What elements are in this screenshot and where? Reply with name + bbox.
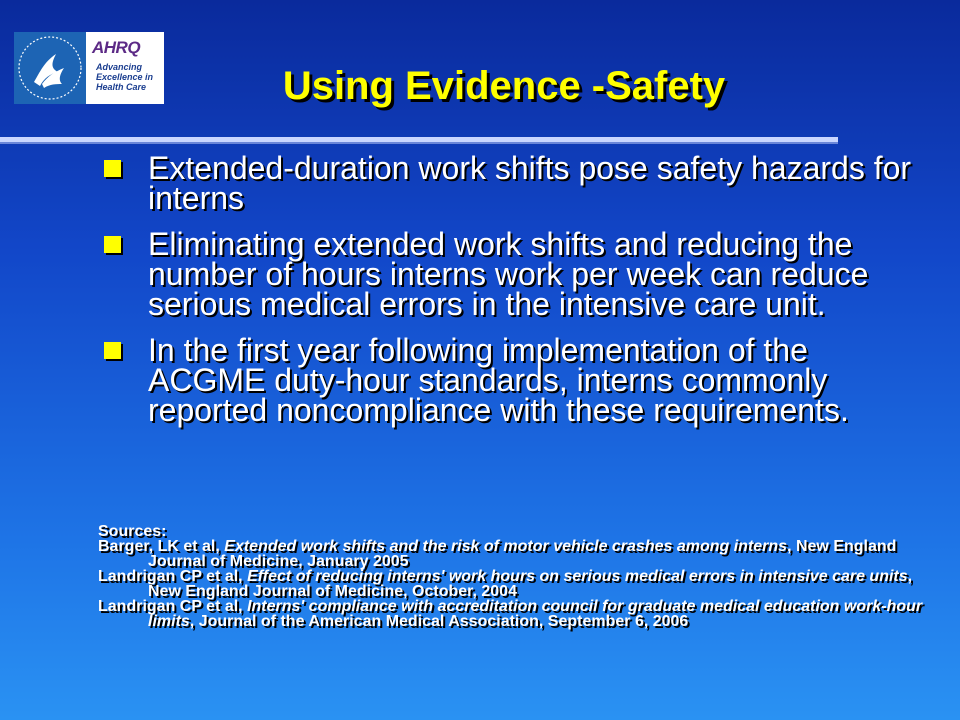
bullet-text: Eliminating extended work shifts and reducing the number of hours interns work per week can reduce serious medical errors in the intensive care unit. [148,226,869,322]
square-bullet-icon [104,342,121,359]
bullet-text: In the first year following implementation of the ACGME duty-hour standards, interns commonly reported noncompliance with these requirements. [148,332,849,428]
bullet-item [104,332,924,428]
ahrq-wordmark: AHRQ [92,38,141,57]
bullet-item [104,226,924,322]
square-bullet-icon [104,160,121,177]
title-divider [0,137,838,142]
slide-title: Using Evidence -Safety [282,64,726,108]
bullet-text: Extended-duration work shifts pose safety hazards for interns [148,150,912,216]
square-bullet-icon [104,236,121,253]
sources-label: Sources: [98,523,167,540]
reference-item: Landrigan CP et al, Effect of reducing interns' work hours on serious medical errors in intensive care units, New England Journal of Medicine, October, 2004 [98,568,913,600]
bullet-item [104,150,924,216]
bullet-list [104,150,924,441]
reference-item: Landrigan CP et al, Interns' compliance with accreditation council for graduate medical education work-hour limits, Journal of the American Medical Association, September 6, 2006 [98,598,923,630]
ahrq-tagline: Advancing Excellence in Health Care [96,62,154,92]
reference-item: Barger, LK et al, Extended work shifts and the risk of motor vehicle crashes among interns, New England Journal of Medicine, January 2005 [98,538,897,570]
sources-section [98,524,928,629]
